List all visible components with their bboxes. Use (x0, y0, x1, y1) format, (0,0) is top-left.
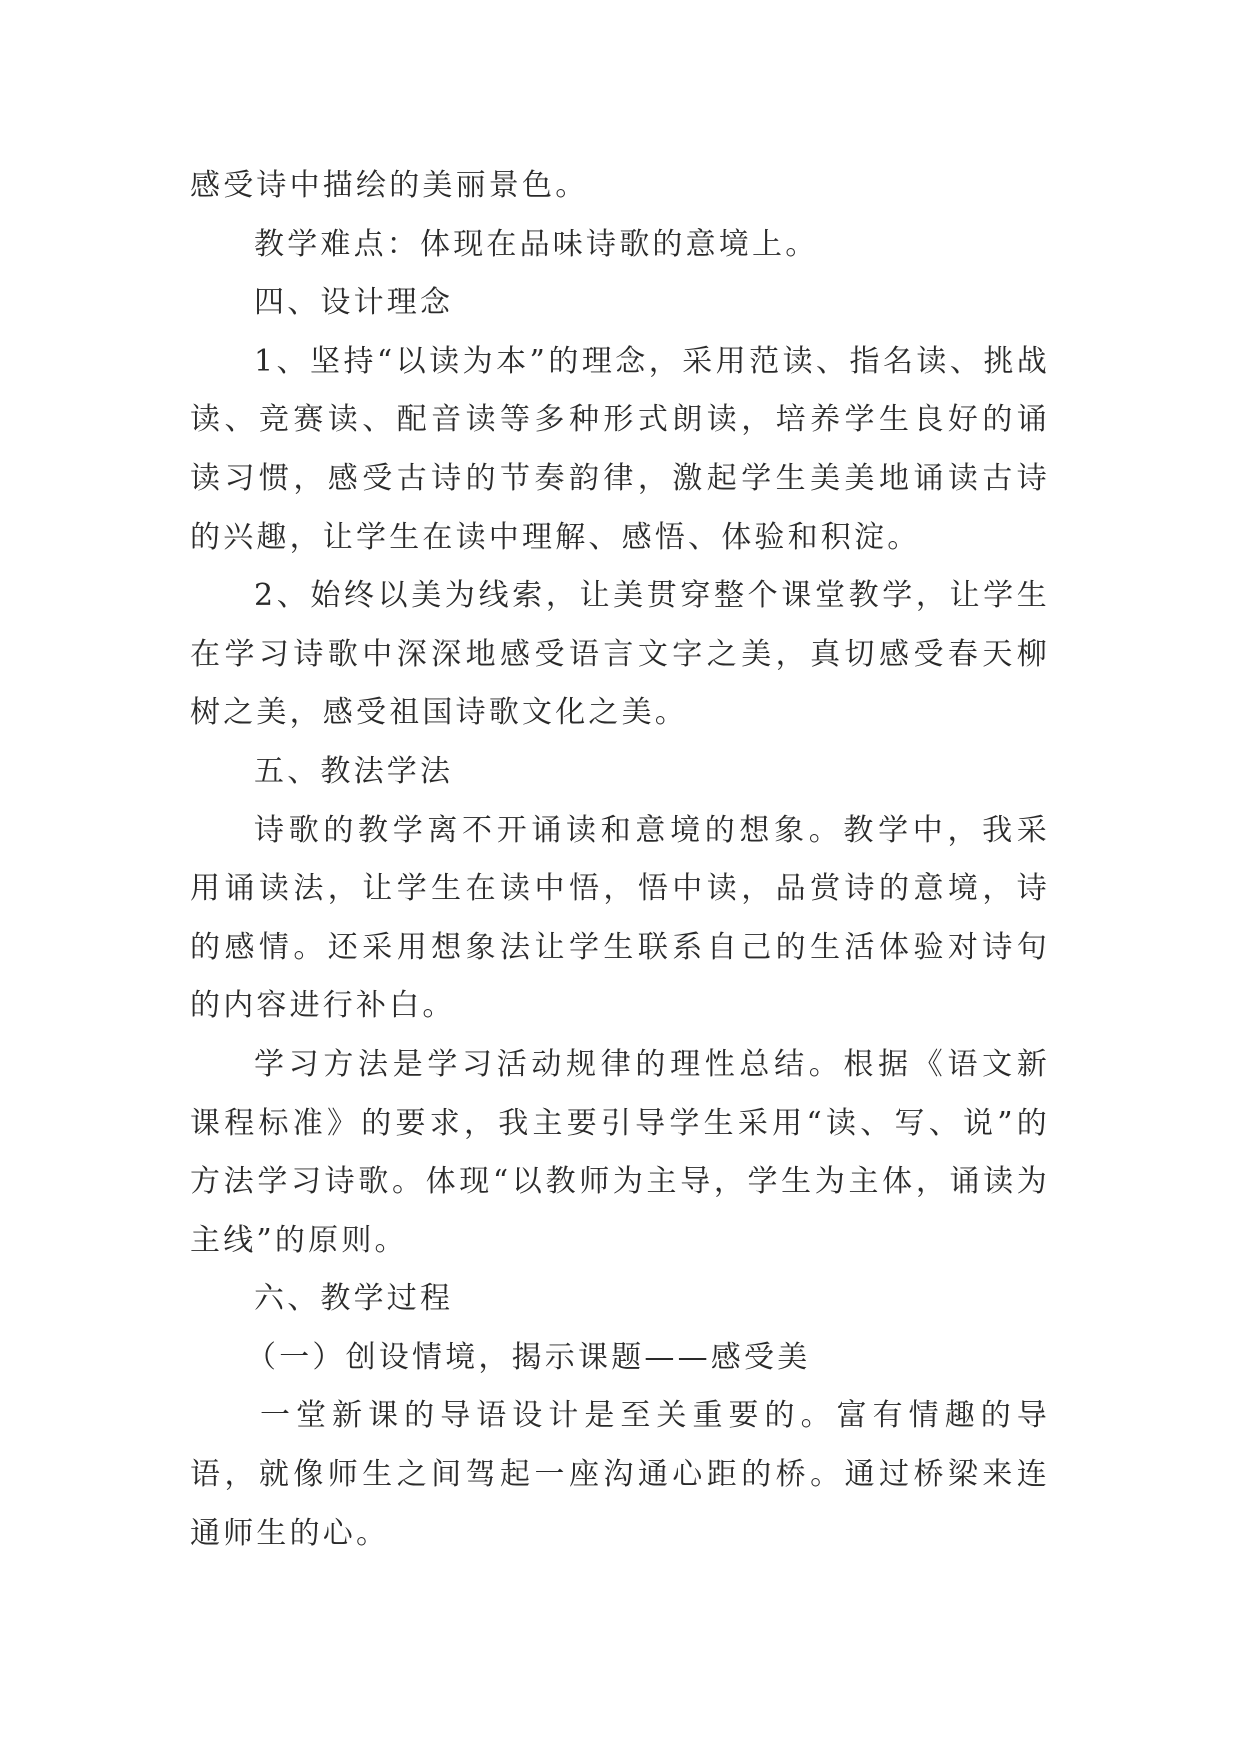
paragraph-key-points-continued: 感受诗中描绘的美丽景色。 (190, 168, 589, 203)
paragraph-teaching-method: 诗歌的教学离不开诵读和意境的想象。教学中，我采用诵读法，让学生在读中悟，悟中读，品赏诗的意境，诗的感情。还采用想象法让学生联系自己的生活体验对诗句的内容进行补白。 (190, 812, 1050, 1024)
paragraph-learning-method: 学习方法是学习活动规律的理性总结。根据《语文新课程标准》的要求，我主要引导学生采用“读、写、说”的方法学习诗歌。体现“以教师为主导，学生为主体，诵读为主线”的原则。 (190, 1046, 1050, 1258)
paragraph-teaching-difficulty: 教学难点：体现在品味诗歌的意境上。 (254, 226, 819, 262)
heading-teaching-methods: 五、教法学法 (254, 753, 454, 789)
paragraph-concept-2: 2、始终以美为线索，让美贯穿整个课堂教学，让学生在学习诗歌中深深地感受语言文字之美，真切感受春天柳树之美，感受祖国诗歌文化之美。 (190, 578, 1050, 731)
paragraph-concept-1: 1、坚持“以读为本”的理念，采用范读、指名读、挑战读、竞赛读、配音读等多种形式朗读，培养学生良好的诵读习惯，感受古诗的节奏韵律，激起学生美美地诵读古诗的兴趣，让学生在读中理解、感悟、体验和积淀。 (190, 343, 1050, 555)
heading-design-concept: 四、设计理念 (254, 285, 454, 321)
paragraph-introduction: 一堂新课的导语设计是至关重要的。富有情趣的导语，就像师生之间驾起一座沟通心距的桥。通过桥梁来连通师生的心。 (190, 1398, 1050, 1551)
document-body (190, 157, 1050, 1563)
subheading-create-situation: （一）创设情境，揭示课题——感受美 (246, 1339, 811, 1375)
heading-teaching-process: 六、教学过程 (254, 1281, 454, 1317)
